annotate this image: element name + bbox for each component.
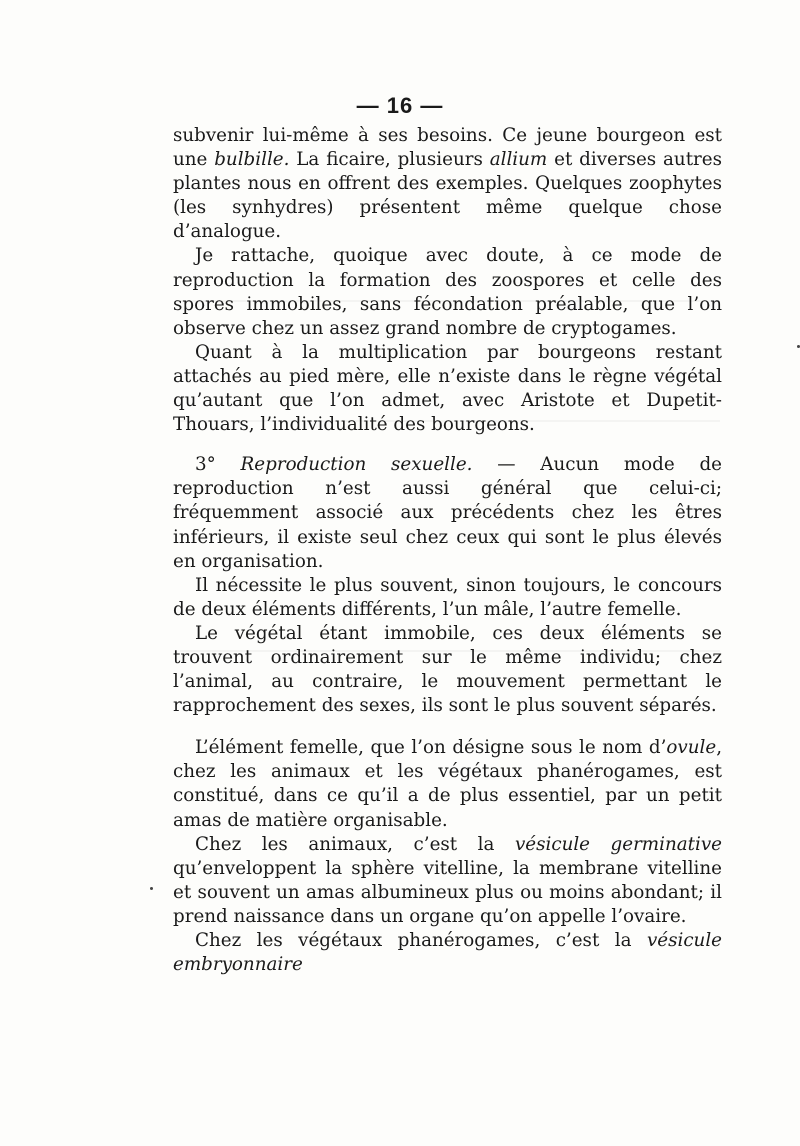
text-run: 3° — [195, 454, 241, 476]
text-run: Il nécessite le plus souvent, sinon toujours, le concours de deux éléments différents, l’un mâle, l’autre femelle. — [173, 574, 722, 620]
text-run: Quant à la multiplication par bourgeons restant attachés au pied mère, elle n’existe dans le règne végétal qu’autant que l’on admet, avec Aristote et Dupetit-Thouars, l’individualité des bourgeons. — [173, 341, 722, 436]
paragraph-gap — [173, 718, 722, 736]
text-run: Chez les végétaux phanérogames, c’est la — [195, 930, 647, 951]
text-run: Le végétal étant immobile, ces deux éléments se trouvent ordinairement sur le même individu; chez l’animal, au contraire, le mouvement permettant le rapprochement des sexes, ils sont le plus souvent séparés. — [173, 622, 722, 717]
text-run: Chez les animaux, c’est la — [195, 833, 515, 855]
paragraph — [173, 736, 722, 832]
text-run: , chez les animaux et les végétaux phanérogames, est constitué, dans ce qu’il a de plus essentiel, par un petit amas de matière organisable. — [173, 737, 722, 831]
italic-term: allium — [489, 149, 548, 171]
paragraph — [173, 341, 722, 437]
italic-term: vésicule germinative — [514, 833, 722, 855]
paragraph — [173, 833, 722, 929]
text-run: subvenir lui-même à ses besoins. Ce jeune bourgeon est une — [173, 125, 722, 171]
text-run: qu’enveloppent la sphère vitelline, la membrane vitelline et souvent un amas albumineux plus ou moins abondant; il prend naissance dans un organe qu’on appelle l’ovaire. — [173, 857, 722, 927]
paragraph — [173, 574, 722, 622]
italic-term: bulbille. — [214, 149, 290, 171]
text-run: L’élément femelle, que l’on désigne sous le nom d’ — [195, 737, 667, 759]
text-run: et diverses autres plantes nous en offrent des exemples. Quelques zoophytes (les synhydres) présentent même quelque chose d’analogue. — [173, 149, 722, 243]
body-text — [173, 124, 722, 977]
italic-term: Reproduction sexuelle. — [240, 454, 473, 476]
paragraph — [173, 244, 722, 340]
text-run: — Aucun mode de reproduction n’est aussi général que celui-ci; fréquemment associé aux précédents chez les êtres inférieurs, il existe seul chez ceux qui sont le plus élevés en organisation. — [173, 454, 722, 572]
paragraph — [173, 453, 722, 573]
ink-speck — [150, 887, 153, 890]
paragraph — [173, 622, 722, 718]
paragraph-gap — [173, 437, 722, 453]
italic-term: ovule — [666, 737, 717, 759]
text-run: Je rattache, quoique avec doute, à ce mode de reproduction la formation des zoospores et celle des spores immobiles, sans fécondation préalable, que l’on observe chez un assez grand nombre de cryptogames. — [173, 245, 722, 339]
page-number: — 16 — — [356, 93, 444, 118]
paragraph — [173, 124, 722, 244]
text-run: La ficaire, plusieurs — [289, 149, 490, 171]
paragraph — [173, 929, 722, 977]
italic-term: vésicule embryonnaire — [173, 930, 722, 976]
